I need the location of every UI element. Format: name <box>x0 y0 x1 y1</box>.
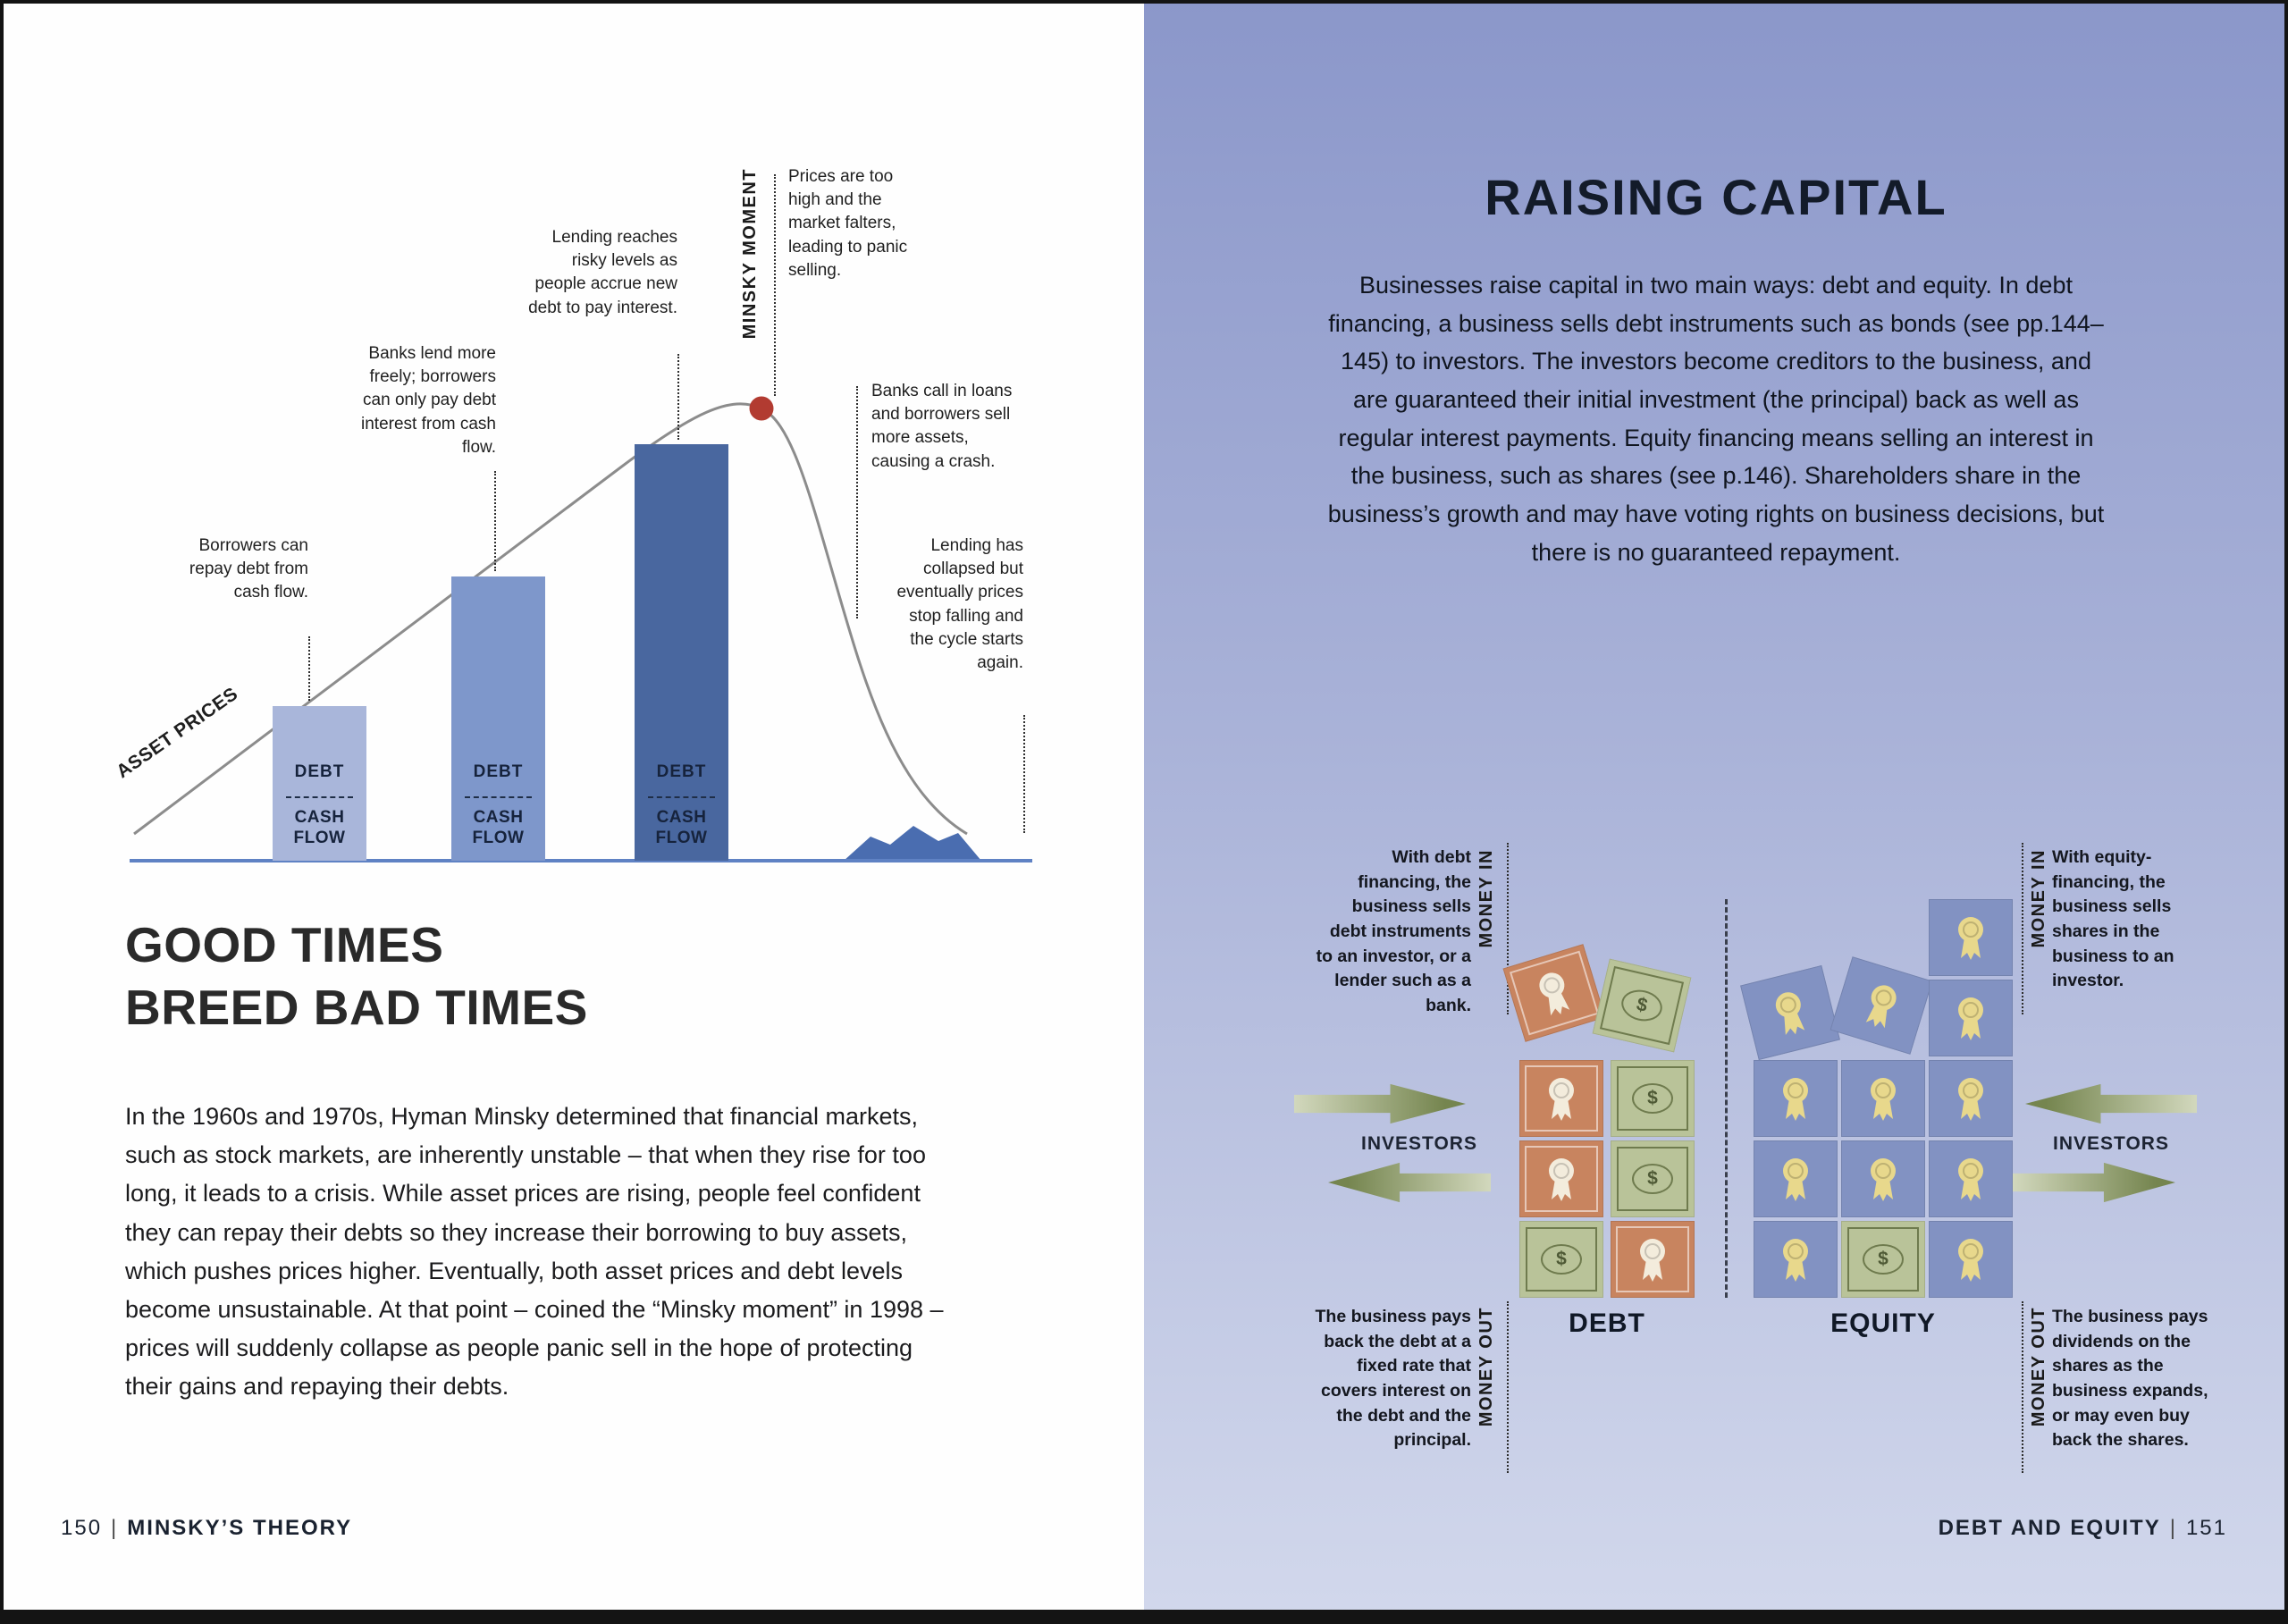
annotation-lending-collapsed: Lending has collapsed but eventually prices stop falling and the cycle starts again. <box>896 536 1023 673</box>
equity-share-block <box>1841 1060 1925 1137</box>
left-page-headline <box>125 913 588 1039</box>
chapter-title: DEBT AND EQUITY <box>1938 1516 2161 1540</box>
debt-label: DEBT <box>656 762 707 781</box>
leader-line <box>494 471 496 571</box>
rosette-icon <box>1544 1075 1579 1122</box>
money-bill-block <box>1593 959 1692 1053</box>
rosette-icon <box>1544 1156 1579 1202</box>
debt-certificate-block <box>1519 1060 1603 1137</box>
right-page-footer <box>1939 1516 2227 1541</box>
debt-cashflow-divider <box>648 796 716 798</box>
annotation-borrowers-repay: Borrowers can repay debt from cash flow. <box>189 536 308 602</box>
investors-label-left: INVESTORS <box>1361 1133 1477 1154</box>
dollar-sign: $ <box>1634 993 1650 1017</box>
footer-separator: | <box>2169 1516 2177 1540</box>
debt-bar-1 <box>273 706 366 861</box>
money-out-arrow-icon <box>2013 1162 2175 1203</box>
left-page-footer <box>61 1516 352 1541</box>
page-title: RAISING CAPITAL <box>1485 169 1947 225</box>
asset-prices-label: ASSET PRICES <box>113 683 242 783</box>
left-body-paragraph: In the 1960s and 1970s, Hyman Minsky determined that financial markets, such as stock markets, are inherently unstable – that when they rise for too long, it leads to a crisis. While asset prices are rising, people feel confident they can repay their debts so they increase their borrowing to buy assets, which pushes prices higher. Eventually, both asset prices and debt levels become unsustainable. At that point – coined the “Minsky moment” in 1998 – prices will suddenly collapse as people panic sell in the hope of protecting their gains and repaying their debts. <box>125 1103 944 1401</box>
note-equity-money-in: With equity-financing, the business sells shares in the business to an investor. <box>2052 847 2174 991</box>
dollar-sign: $ <box>1556 1249 1567 1269</box>
note-equity-money-out: The business pays dividends on the shares as the business expands, or may even buy back the shares. <box>2052 1307 2208 1451</box>
leader-line <box>677 354 679 440</box>
asset-price-curve <box>134 404 967 834</box>
equity-share-block <box>1929 1140 2013 1217</box>
dollar-oval <box>1632 1083 1673 1114</box>
minsky-moment-label: MINSKY MOMENT <box>740 168 760 340</box>
dollar-oval <box>1541 1244 1582 1275</box>
annotation-banks-call: Banks call in loans and borrowers sell more assets, causing a crash. <box>871 382 1013 471</box>
debt-bar-3 <box>635 444 728 861</box>
money-in-arrow-icon <box>1294 1083 1466 1124</box>
debt-cashflow-divider <box>286 796 354 798</box>
dotted-line <box>2022 1301 2023 1473</box>
equity-share-block <box>1754 1221 1838 1298</box>
equity-share-block <box>1929 1221 2013 1298</box>
rosette-icon <box>1953 1156 1989 1202</box>
money-out-arrow-icon <box>1328 1162 1491 1203</box>
debt-certificate-block <box>1519 1140 1603 1217</box>
money-in-label-right: MONEY IN <box>2029 849 2048 948</box>
equity-share-block <box>1929 980 2013 1056</box>
equity-share-block <box>1929 1060 2013 1137</box>
equity-share-block <box>1754 1060 1838 1137</box>
money-in-label-left: MONEY IN <box>1476 849 1496 948</box>
rosette-icon <box>1778 1156 1813 1202</box>
money-in-arrow-icon <box>2025 1083 2197 1124</box>
cash-flow-label: CASH FLOW <box>655 807 708 848</box>
rosette-icon <box>1865 1156 1901 1202</box>
equity-share-block <box>1830 956 1932 1055</box>
dotted-line <box>2022 843 2023 1014</box>
rosette-icon <box>1635 1236 1670 1283</box>
annotation-prices-high: Prices are too high and the market falters, leading to panic selling. <box>788 167 908 280</box>
investors-label-right: INVESTORS <box>2053 1133 2169 1154</box>
rosette-icon <box>1953 995 1989 1041</box>
debt-cashflow-divider <box>465 796 533 798</box>
rosette-icon <box>1857 978 1905 1032</box>
crash-mountain-shape <box>844 826 981 861</box>
equity-share-block <box>1754 1140 1838 1217</box>
rosette-icon <box>1953 914 1989 961</box>
dollar-sign: $ <box>1647 1088 1658 1108</box>
cash-flow-label: CASH FLOW <box>472 807 525 848</box>
dotted-line <box>1507 1301 1509 1473</box>
minsky-moment-dot-icon <box>750 397 774 421</box>
debt-bar-2 <box>451 576 545 861</box>
money-bill-block <box>1841 1221 1925 1298</box>
intro-paragraph: Businesses raise capital in two main ways: debt and equity. In debt financing, a business sells debt instruments such as bonds (see pp.144–145) to investors. The investors become creditors to the business, and are guaranteed their initial investment (the principal) back as well as regular interest payments. Equity financing means selling an interest in the business, such as shares (see p.146). Shareholders share in the business’s growth and may have voting rights on business decisions, but there is no guaranteed repayment. <box>1327 272 2105 566</box>
leader-line <box>308 636 310 701</box>
page-number: 150 <box>61 1516 103 1540</box>
money-out-label-left: MONEY OUT <box>1476 1307 1496 1427</box>
equity-share-block <box>1841 1140 1925 1217</box>
note-debt-money-in: With debt financing, the business sells debt instruments to an investor, or a lender such as a bank. <box>1316 847 1471 1016</box>
right-page <box>1144 0 2288 1624</box>
money-bill-block <box>1611 1060 1695 1137</box>
money-bill-block <box>1519 1221 1603 1298</box>
headline-line-2: BREED BAD TIMES <box>125 980 588 1036</box>
page-number: 151 <box>2185 1516 2227 1540</box>
chapter-title: MINSKY’S THEORY <box>127 1516 353 1540</box>
money-out-label-right: MONEY OUT <box>2029 1307 2048 1427</box>
rosette-icon <box>1953 1236 1989 1283</box>
leader-line <box>856 386 858 618</box>
rosette-icon <box>1865 1075 1901 1122</box>
money-bill-block <box>1611 1140 1695 1217</box>
annotation-banks-lend: Banks lend more freely; borrowers can only pay debt interest from cash flow. <box>361 344 496 457</box>
annotation-lending-risky: Lending reaches risky levels as people accrue new debt to pay interest. <box>528 228 677 317</box>
footer-separator: | <box>111 1516 119 1540</box>
rosette-icon <box>1767 986 1813 1039</box>
debt-certificate-block <box>1611 1221 1695 1298</box>
equity-share-block <box>1740 965 1840 1060</box>
dollar-oval <box>1863 1244 1904 1275</box>
headline-line-1: GOOD TIMES <box>125 917 444 972</box>
debt-stack-label: DEBT <box>1569 1308 1645 1338</box>
rosette-icon <box>1953 1075 1989 1122</box>
dollar-sign: $ <box>1878 1249 1888 1269</box>
debt-label: DEBT <box>294 762 345 781</box>
debt-label: DEBT <box>473 762 524 781</box>
debt-certificate-block <box>1502 944 1605 1042</box>
cash-flow-label: CASH FLOW <box>293 807 346 848</box>
dollar-sign: $ <box>1647 1168 1658 1189</box>
debt-equity-divider <box>1725 899 1728 1298</box>
equity-share-block <box>1929 899 2013 976</box>
leader-line <box>1023 715 1025 833</box>
rosette-icon <box>1778 1075 1813 1122</box>
rosette-icon <box>1778 1236 1813 1283</box>
dollar-oval <box>1632 1164 1673 1194</box>
equity-stack-label: EQUITY <box>1830 1308 1936 1338</box>
leader-line <box>774 174 776 396</box>
note-debt-money-out: The business pays back the debt at a fixed rate that covers interest on the debt and the principal. <box>1315 1307 1471 1451</box>
